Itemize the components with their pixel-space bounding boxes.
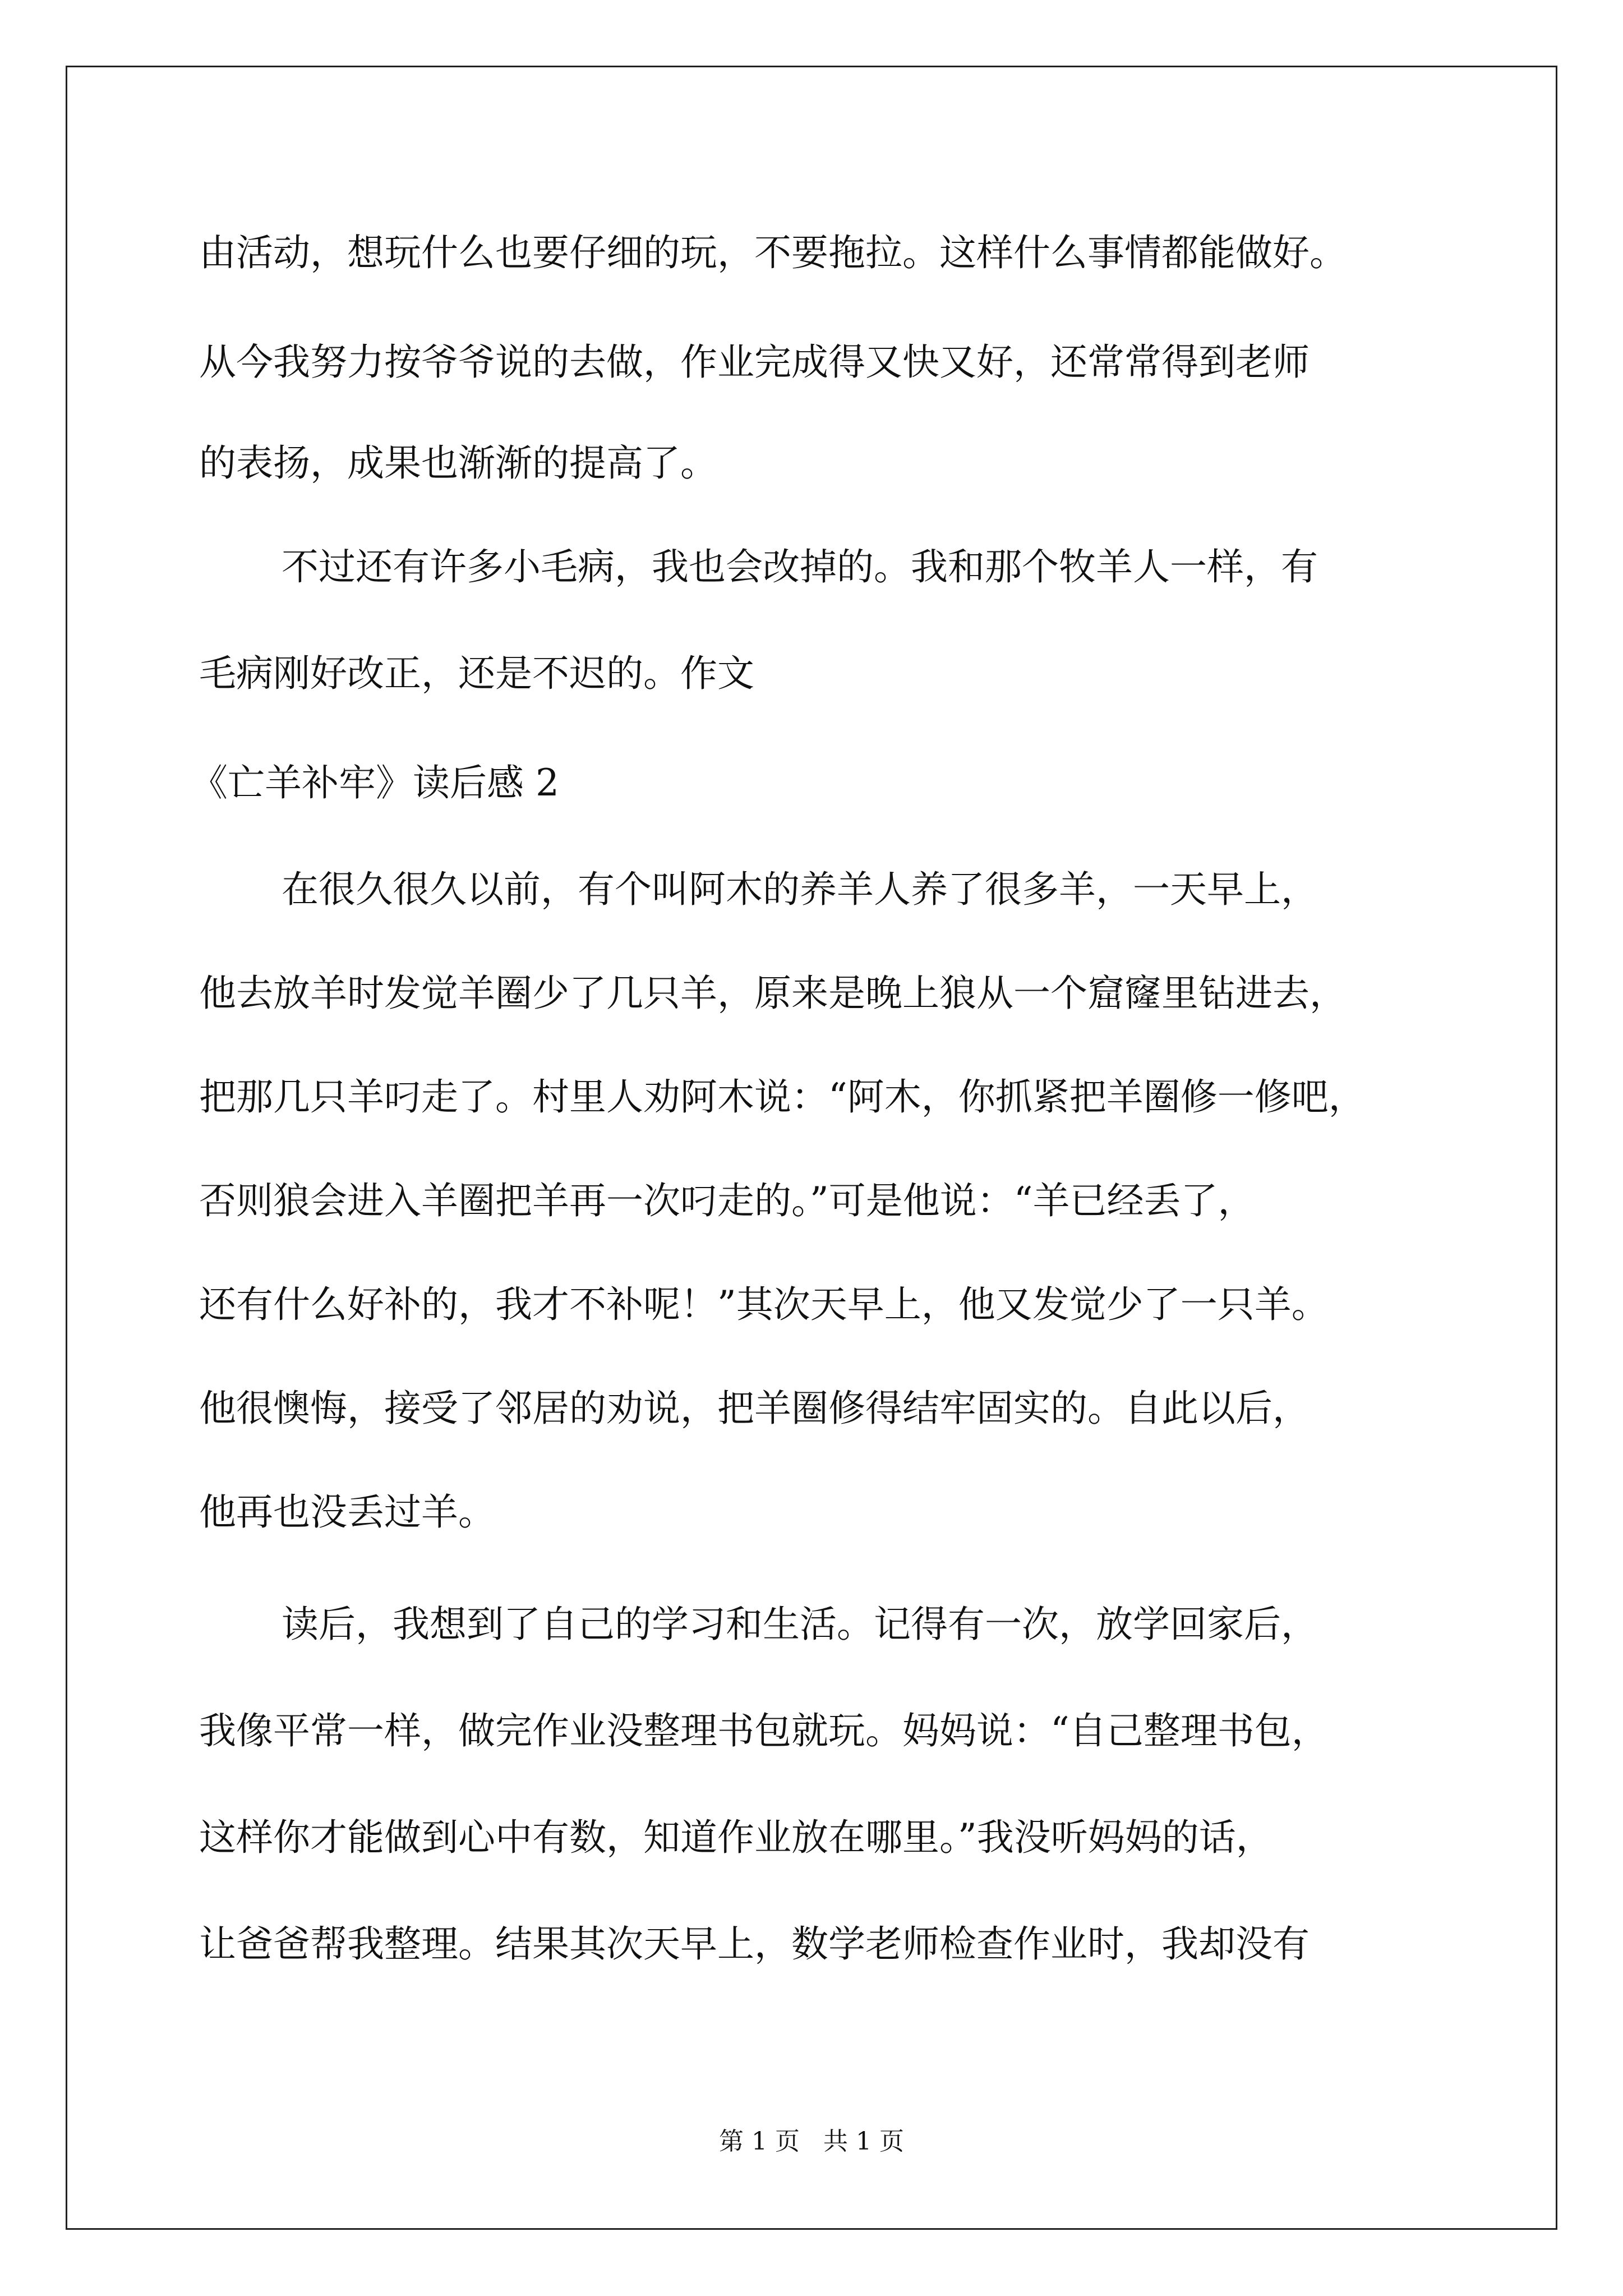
page-footer: 第 1 页 共 1 页 [719, 2127, 904, 2156]
text-line: 这样你才能做到心中有数，知道作业放在哪里。”我没听妈妈的话， [199, 1816, 1273, 1859]
page-border [66, 66, 1557, 2230]
text-line: 我像平常一样，做完作业没整理书包就玩。妈妈说：“自己整理书包， [199, 1709, 1329, 1752]
section-heading: 《亡羊补牢》读后感 2 [191, 761, 559, 804]
text-line: 否则狼会进入羊圈把羊再一次叼走的。”可是他说：“羊已经丢了， [199, 1179, 1255, 1222]
paragraph-first-line: 不过还有许多小毛病，我也会改掉的。我和那个牧羊人一样，有 [282, 545, 1318, 588]
paragraph-first-line: 读后，我想到了自己的学习和生活。记得有一次，放学回家后， [282, 1603, 1318, 1646]
text-line: 把那几只羊叼走了。村里人劝阿木说：“阿木，你抓紧把羊圈修一修吧， [199, 1075, 1366, 1119]
text-line: 他很懊悔，接受了邻居的劝说，把羊圈修得结牢固实的。自此以后， [199, 1387, 1310, 1430]
paragraph-first-line: 在很久很久以前，有个叫阿木的养羊人养了很多羊，一天早上， [282, 868, 1318, 911]
text-line: 还有什么好补的，我才不补呢！”其次天早上，他又发觉少了一只羊。 [199, 1283, 1329, 1326]
text-line: 的表扬，成果也渐渐的提高了。 [199, 441, 717, 485]
text-line: 他再也没丢过羊。 [199, 1490, 495, 1534]
text-line: 毛病刚好改正，还是不迟的。作文 [199, 652, 754, 695]
text-line: 他去放羊时发觉羊圈少了几只羊，原来是晚上狼从一个窟窿里钻进去， [199, 972, 1347, 1015]
text-line: 由活动，想玩什么也要仔细的玩，不要拖拉。这样什么事情都能做好。 [199, 231, 1347, 274]
text-line: 让爸爸帮我整理。结果其次天早上，数学老师检查作业时，我却没有 [199, 1922, 1310, 1966]
text-line: 从今我努力按爷爷说的去做，作业完成得又快又好，还常常得到老师 [199, 341, 1310, 384]
